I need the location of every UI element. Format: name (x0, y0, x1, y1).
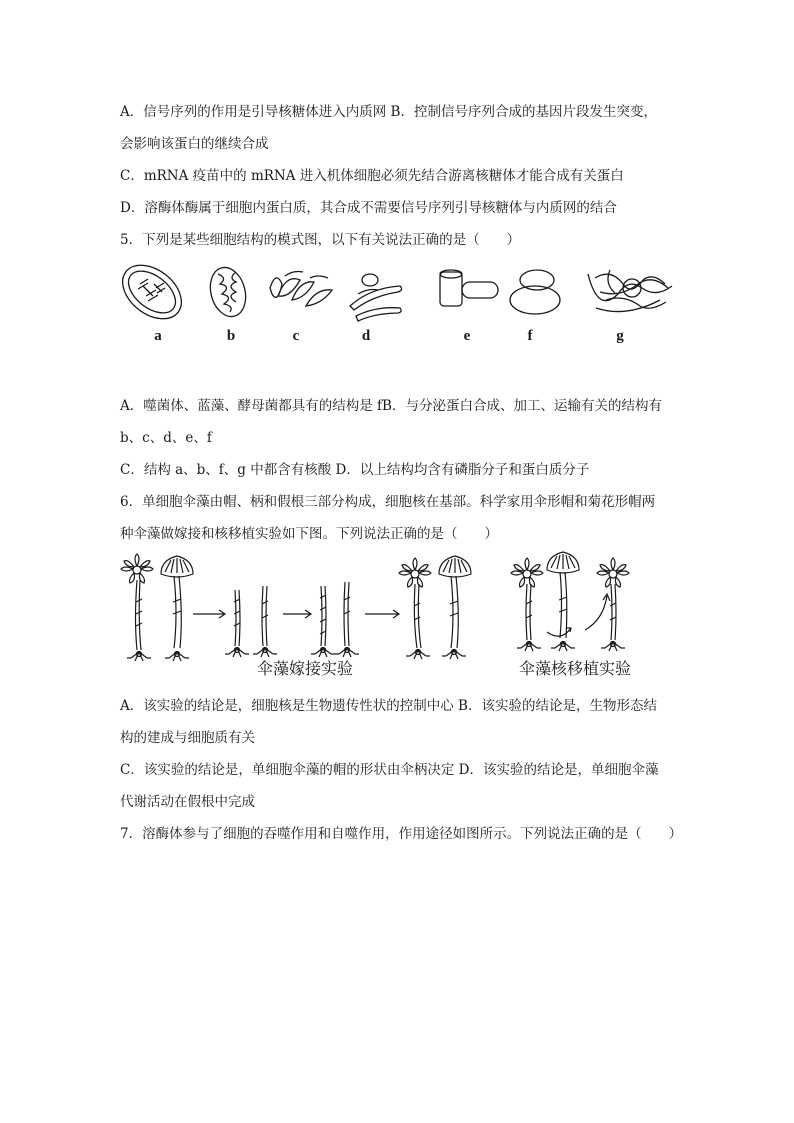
chloroplast-diagram (112, 254, 191, 329)
q5-option-ab-line2: b、c、d、e、f (120, 430, 212, 446)
endoplasmic-reticulum-diagram (270, 272, 332, 307)
q5-stem: 5．下列是某些细胞结构的模式图，以下有关说法正确的是（ ） (120, 232, 521, 248)
graft-step3 (311, 582, 359, 657)
q5-option-ab-line1: A．噬菌体、蓝藻、酵母菌都具有的结构是 fB．与分泌蛋白合成、加工、运输有关的结构有 (120, 398, 662, 414)
arrow-2 (283, 610, 311, 618)
q6-option-cd-line1: C．该实验的结论是，单细胞伞藻的帽的形状由伞柄决定 D．该实验的结论是，单细胞伞藻 (120, 762, 659, 778)
nucleus-chromatin-diagram (588, 270, 672, 312)
graft-result (399, 556, 471, 659)
ribosome-diagram (510, 270, 560, 314)
q6-stem-line1: 6．单细胞伞藻由帽、柄和假根三部分构成，细胞核在基部。科学家用伞形帽和菊花形帽两 (120, 494, 656, 510)
caption-transplant: 伞藻核移植实验 (518, 659, 632, 678)
centriole-diagram (440, 270, 498, 306)
structure-label-g: g (616, 328, 624, 344)
mitochondrion-diagram (205, 263, 251, 320)
q4-option-a-line2: 会影响该蛋白的继续合成 (120, 136, 269, 152)
golgi-apparatus-diagram (350, 274, 402, 321)
caption-graft: 伞藻嫁接实验 (256, 659, 354, 678)
q7-stem: 7．溶酶体参与了细胞的吞噬作用和自噬作用，作用途径如图所示。下列说法正确的是（ ） (120, 826, 683, 842)
arrow-1 (193, 610, 225, 618)
structure-label-d: d (361, 328, 371, 344)
structure-label-c: c (292, 328, 300, 344)
structure-label-e: e (463, 328, 471, 344)
structure-label-f: f (527, 328, 533, 344)
q5-option-cd: C．结构 a、b、f、g 中都含有核酸 D．以上结构均含有磷脂分子和蛋白质分子 (120, 462, 590, 478)
q6-option-cd-line2: 代谢活动在假根中完成 (120, 794, 255, 810)
q6-option-ab-line2: 构的建成与细胞质有关 (120, 730, 255, 746)
graft-step1 (121, 554, 193, 661)
graft-step2 (225, 586, 277, 657)
q4-option-d: D．溶酶体酶属于细胞内蛋白质，其合成不需要信号序列引导核糖体与内质网的结合 (120, 200, 617, 216)
q6-option-ab-line1: A．该实验的结论是，细胞核是生物遗传性状的控制中心 B．该实验的结论是，生物形态结 (120, 698, 657, 714)
q4-option-a-line1: A．信号序列的作用是引导核糖体进入内质网 B．控制信号序列合成的基因片段发生突变， (120, 104, 657, 120)
structure-label-a: a (154, 328, 162, 344)
acetabularia-experiment-figure (115, 552, 645, 682)
cell-structures-figure (110, 258, 680, 348)
q4-option-c: C．mRNA 疫苗中的 mRNA 进入机体细胞必须先结合游离核糖体才能合成有关蛋白 (120, 168, 624, 184)
structure-label-b: b (226, 328, 236, 344)
arrow-3 (365, 610, 399, 618)
q6-stem-line2: 种伞藻做嫁接和核移植实验如下图。下列说法正确的是（ ） (120, 526, 498, 542)
transplant-diagram (511, 552, 629, 651)
